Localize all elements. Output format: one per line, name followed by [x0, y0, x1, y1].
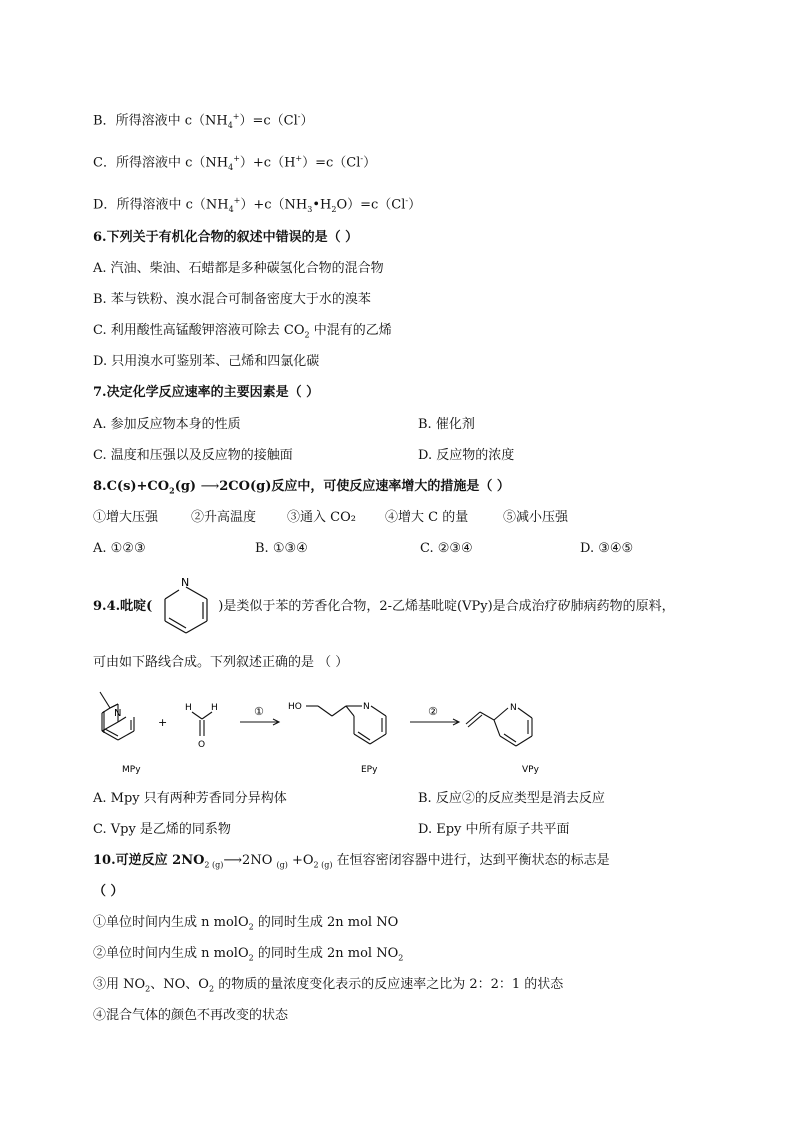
q9-option-b: B. 反应②的反应类型是消去反应 [418, 791, 605, 806]
formaldehyde-h-right: H [211, 703, 218, 713]
vpy-atom-n: N [510, 703, 517, 713]
q6-option-c: C. 利用酸性高锰酸钾溶液可除去 $CO_2$ 中混有的乙烯 [93, 323, 392, 340]
synthesis-route-diagram [88, 684, 568, 779]
q6-option-d: D. 只用溴水可鉴别苯、己烯和四氯化碳 [93, 354, 320, 369]
formaldehyde-o: O [198, 740, 206, 750]
q7-option-c: C. 温度和压强以及反应物的接触面 [93, 448, 293, 463]
q8-stem: $8.C(s)+CO_2(g)$ ⟶2CO(g)反应中，可使反应速率增大的措施是（ ） [93, 479, 510, 496]
formaldehyde-h-left: H [185, 703, 192, 713]
epy-label: EPy [361, 765, 378, 775]
plus-sign: + [158, 716, 168, 729]
q9-stem: 9.4.吡啶( )是类似于苯的芳香化合物，2-乙烯基吡啶(VPy)是合成治疗矽肺病药物的原料， [93, 599, 675, 614]
step2-label: ② [428, 705, 438, 718]
step1-label: ① [254, 705, 264, 718]
q10-item-1: ①单位时间内生成 n molO$_2$ 的同时生成 2n mol NO [93, 915, 399, 932]
q8-option-c: C. ②③④ [420, 541, 473, 556]
q6-option-a: A. 汽油、柴油、石蜡都是多种碳氢化合物的混合物 [93, 261, 384, 276]
q7-stem: 7.决定化学反应速率的主要因素是（ ） [93, 385, 320, 400]
q9-option-c: C. Vpy 是乙烯的同系物 [93, 822, 231, 837]
q5-option-d: D．所得溶液中 $c(NH_4^+)+c(NH_3•H_2O)=c(Cl^-)$ [93, 196, 422, 214]
vpy-label: VPy [522, 765, 539, 775]
q10-item-4: ④混合气体的颜色不再改变的状态 [93, 1008, 289, 1023]
q7-option-b: B. 催化剂 [418, 417, 475, 432]
atom-label: N [181, 576, 190, 589]
q5-option-c: C．所得溶液中 $c(NH_4^+)+c(H^+)=c(Cl^-)$ [93, 154, 377, 172]
q9-option-a: A. Mpy 只有两种芳香同分异构体 [93, 791, 287, 806]
q8-option-d: D. ③④⑤ [580, 541, 634, 556]
q10-stem: 10.可逆反应 $2NO_{2 (g)}⟶2NO$ $_{(g)} +O_{2 (g)}$ 在恒容密闭容器中进行，达到平衡状态的标志是 [93, 853, 610, 870]
epy-atom-n: N [363, 702, 370, 712]
pyridine-structure [155, 573, 217, 635]
q10-item-3: ③用 $NO_2$、NO、$O_2$ 的物质的量浓度变化表示的反应速率之比为 2：2：1 的状态 [93, 977, 564, 994]
q10-item-2: ②单位时间内生成 n molO$_2$ 的同时生成 2n mol $NO_2$ [93, 946, 404, 963]
reversible-arrow-icon: ⟶ [223, 853, 243, 868]
q7-option-d: D. 反应物的浓度 [418, 448, 515, 463]
mpy-label: MPy [122, 765, 141, 775]
mpy-atom-n: N [114, 708, 122, 719]
q5-option-b: B．所得溶液中 $c(NH_4^+)=c(Cl^-)$ [93, 112, 314, 130]
epy-atom-ho: HO [288, 702, 302, 712]
q8-option-a: A. ①②③ [93, 541, 146, 556]
q9-option-d: D. Epy 中所有原子共平面 [418, 822, 570, 837]
q7-option-a: A. 参加反应物本身的性质 [93, 417, 241, 432]
q6-stem: 6.下列关于有机化合物的叙述中错误的是（ ） [93, 230, 359, 245]
q8-items: ①增大压强 ②升高温度 ③通入 CO₂ ④增大 C 的量 ⑤减小压强 [93, 510, 569, 525]
q6-option-b: B. 苯与铁粉、溴水混合可制备密度大于水的溴苯 [93, 292, 371, 307]
reversible-arrow-icon: ⟶ [200, 479, 220, 494]
q9-stem-line2: 可由如下路线合成。下列叙述正确的是 （ ） [93, 655, 349, 670]
q10-paren: （ ） [93, 884, 124, 899]
q8-option-b: B. ①③④ [255, 541, 308, 556]
